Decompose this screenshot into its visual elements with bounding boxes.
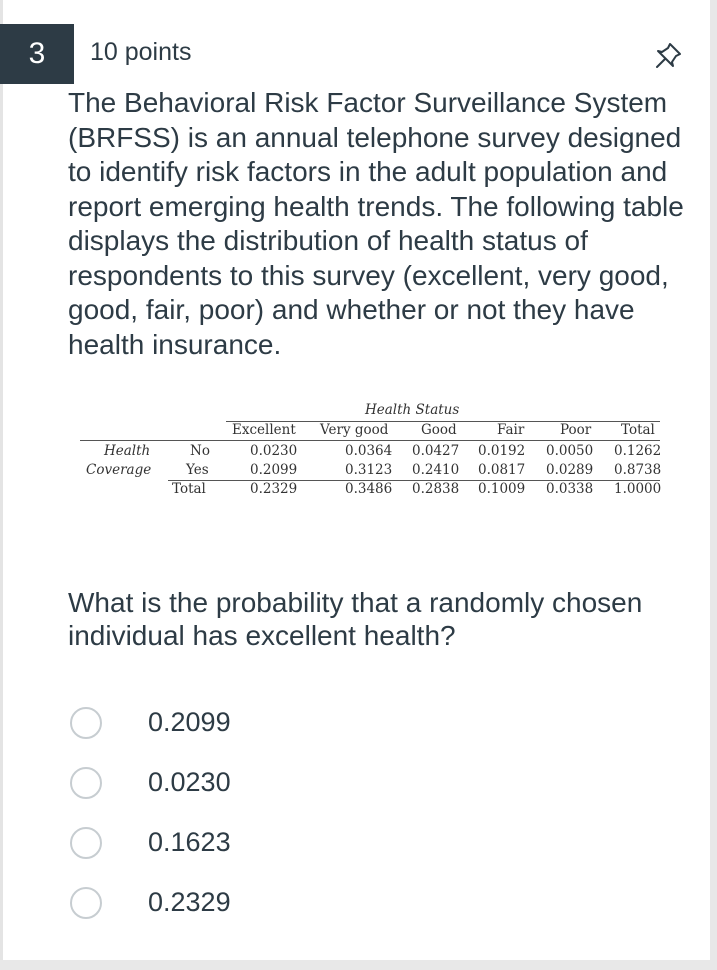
- cell-total-good: 0.2838: [412, 481, 460, 497]
- cell-yes-very-good: 0.3123: [345, 462, 393, 478]
- cell-yes-fair: 0.0817: [478, 462, 526, 478]
- col-header-fair: Fair: [497, 422, 525, 438]
- frame-right-edge: [710, 0, 717, 970]
- answer-option-3[interactable]: [70, 825, 370, 865]
- radio-button[interactable]: [70, 767, 102, 799]
- answer-option-1[interactable]: [70, 705, 370, 745]
- health-status-table: [80, 400, 680, 510]
- pin-icon[interactable]: [648, 36, 688, 76]
- answer-option-label[interactable]: 0.1623: [148, 827, 231, 857]
- question-points: 10 points: [90, 38, 192, 66]
- cell-no-very-good: 0.0364: [345, 443, 393, 459]
- question-text: The Behavioral Risk Factor Surveillance System (BRFSS) is an annual telephone survey designed to identify risk factors in the adult population and report emerging health trends. The following table displays the distribution of health status of respondents to this survey (excellent, very good, good, fair, poor) and whether or not they have health insurance.: [68, 87, 684, 360]
- answer-option-label[interactable]: 0.2099: [148, 707, 231, 737]
- question-number-badge: 3: [0, 24, 74, 84]
- question-prompt: What is the probability that a randomly chosen individual has excellent health?: [68, 587, 643, 651]
- col-header-total: Total: [621, 422, 655, 438]
- row-label-total: Total: [172, 481, 206, 497]
- answer-option-4[interactable]: [70, 885, 370, 925]
- cell-yes-good: 0.2410: [412, 462, 460, 478]
- row-group-label-health: Health: [104, 443, 151, 459]
- cell-no-fair: 0.0192: [478, 443, 526, 459]
- cell-total-fair: 0.1009: [478, 481, 526, 497]
- cell-yes-poor: 0.0289: [546, 462, 594, 478]
- cell-total-total: 1.0000: [614, 481, 662, 497]
- col-header-poor: Poor: [560, 422, 592, 438]
- cell-no-poor: 0.0050: [546, 443, 594, 459]
- row-label-no: No: [190, 443, 210, 459]
- cell-no-excellent: 0.0230: [250, 443, 298, 459]
- radio-button[interactable]: [70, 887, 102, 919]
- row-group-label-coverage: Coverage: [86, 462, 152, 478]
- cell-yes-total: 0.8738: [614, 462, 662, 478]
- table-group-header: Health Status: [365, 402, 460, 418]
- cell-no-total: 0.1262: [614, 443, 662, 459]
- radio-button[interactable]: [70, 827, 102, 859]
- col-header-good: Good: [421, 422, 457, 438]
- col-header-very-good: Very good: [320, 422, 389, 438]
- answer-option-label[interactable]: 0.0230: [148, 767, 231, 797]
- cell-yes-excellent: 0.2099: [250, 462, 298, 478]
- answer-option-2[interactable]: [70, 765, 370, 805]
- frame-left-edge: [0, 0, 3, 970]
- radio-button[interactable]: [70, 707, 102, 739]
- cell-total-poor: 0.0338: [546, 481, 594, 497]
- row-label-yes: Yes: [186, 462, 209, 478]
- answer-option-label[interactable]: 0.2329: [148, 887, 231, 917]
- frame-bottom-edge: [0, 960, 717, 970]
- cell-total-very-good: 0.3486: [345, 481, 393, 497]
- cell-no-good: 0.0427: [412, 443, 460, 459]
- cell-total-excellent: 0.2329: [250, 481, 298, 497]
- col-header-excellent: Excellent: [232, 422, 296, 438]
- table-body-rule: [80, 440, 660, 441]
